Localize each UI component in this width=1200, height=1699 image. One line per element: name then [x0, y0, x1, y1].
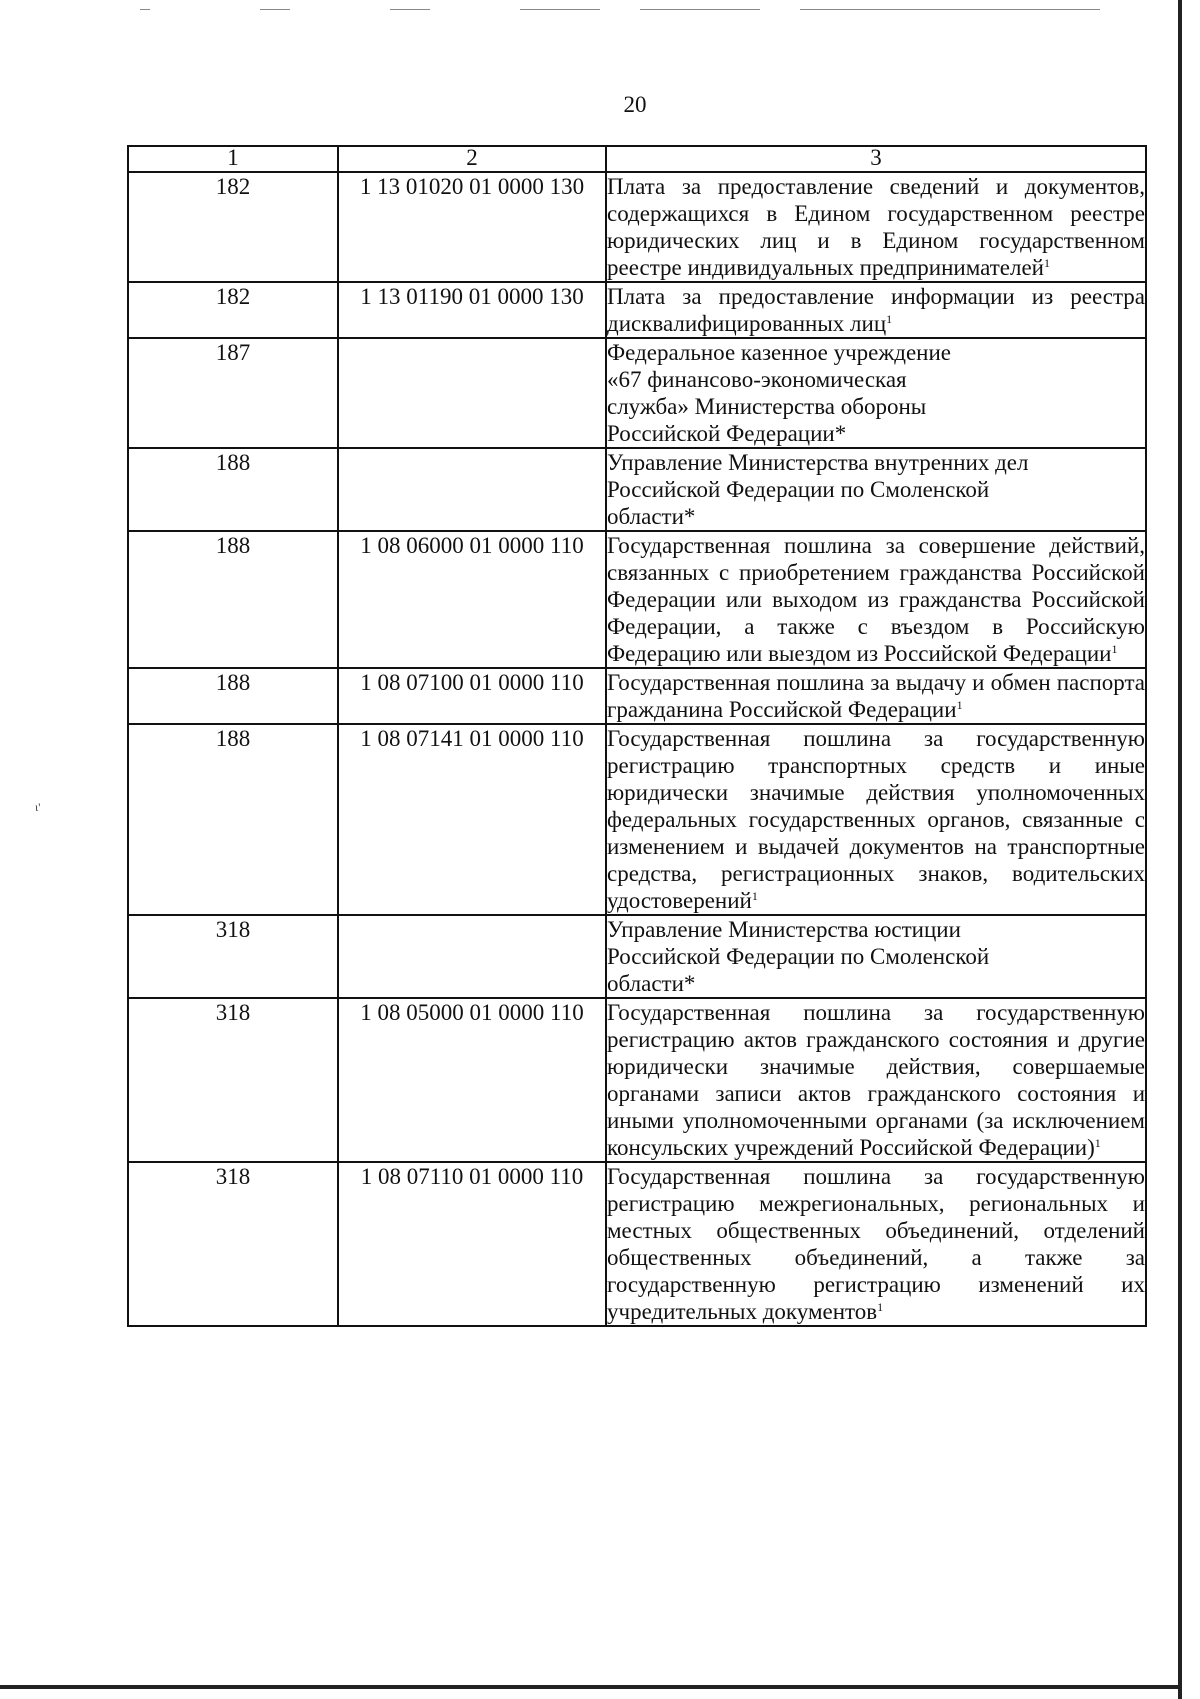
footnote-marker: 1 [751, 889, 758, 903]
admin-code-cell: 318 [128, 998, 338, 1162]
kbk-code-cell: 1 08 07100 01 0000 110 [338, 668, 606, 724]
description-cell [606, 1162, 1146, 1326]
description-cell [606, 172, 1146, 282]
footnote-marker: 1 [1044, 256, 1050, 270]
description-cell [606, 282, 1146, 338]
scan-edge-bottom [0, 1685, 1182, 1689]
description-text: Государственная пошлина за государственную регистрацию актов гражданского состояния и другие юридически значимые действия, совершаемые органами записи актов гражданского состояния и иными уполномоченными органами (за исключением консульских учреждений Российской Федерации) [607, 1000, 1145, 1160]
page-number: 20 [623, 92, 647, 117]
column-header-3: 3 [606, 146, 1146, 172]
description-cell [606, 724, 1146, 915]
scan-edge-right [1178, 0, 1182, 1699]
table-row [128, 531, 1146, 668]
footnote-marker: 1 [956, 698, 963, 712]
footnote-marker: 1 [1094, 1136, 1101, 1150]
description-text: Плата за предоставление информации из реестра дисквалифицированных лиц [607, 284, 1145, 336]
admin-code-cell: 188 [128, 668, 338, 724]
table-row [128, 172, 1146, 282]
table-row [128, 998, 1146, 1162]
column-header-1: 1 [128, 146, 338, 172]
footnote-marker: 1 [877, 1300, 884, 1314]
kbk-code-cell [338, 915, 606, 998]
table-row [128, 915, 1146, 998]
footnote-marker: 1 [886, 312, 893, 326]
description-cell [606, 531, 1146, 668]
kbk-code-cell: 1 08 07110 01 0000 110 [338, 1162, 606, 1326]
admin-code-cell: 187 [128, 338, 338, 448]
admin-code-cell: 188 [128, 724, 338, 915]
description-cell [606, 915, 1146, 998]
description-cell [606, 448, 1146, 531]
description-text: Государственная пошлина за совершение действий, связанных с приобретением гражданства Российской Федерации или выходом из гражданства Российской Федерации, а также с въездом в Российскую Федерацию или выездом из Российской Федерации [607, 533, 1145, 666]
table-header-row [128, 146, 1146, 172]
description-text: Государственная пошлина за государственную регистрацию межрегиональных, региональных и местных общественных объединений, отделений общественных объединений, а также за государственную регистрацию изменений их учредительных документов [607, 1164, 1145, 1324]
description-cell [606, 998, 1146, 1162]
description-text: Государственная пошлина за выдачу и обмен паспорта гражданина Российской Федерации [607, 670, 1145, 722]
kbk-code-cell: 1 13 01020 01 0000 130 [338, 172, 606, 282]
table-row [128, 668, 1146, 724]
kbk-code-cell: 1 13 01190 01 0000 130 [338, 282, 606, 338]
table-row [128, 338, 1146, 448]
admin-code-cell: 188 [128, 531, 338, 668]
admin-code-cell: 318 [128, 1162, 338, 1326]
scan-speck: ι' [35, 800, 41, 814]
kbk-code-cell: 1 08 07141 01 0000 110 [338, 724, 606, 915]
column-header-2: 2 [338, 146, 606, 172]
scan-artifact-top [140, 9, 1140, 11]
table-row [128, 724, 1146, 915]
kbk-code-cell [338, 338, 606, 448]
description-cell [606, 338, 1146, 448]
admin-code-cell: 182 [128, 282, 338, 338]
description-text: Федеральное казенное учреждение «67 финансово-экономическая служба» Министерства обороны Российской Федерации* [607, 340, 952, 446]
admin-code-cell: 182 [128, 172, 338, 282]
description-text: Управление Министерства внутренних дел Российской Федерации по Смоленской области* [607, 450, 1029, 529]
table-row [128, 448, 1146, 531]
admin-code-cell: 318 [128, 915, 338, 998]
description-cell [606, 668, 1146, 724]
revenue-codes-table [127, 145, 1147, 1327]
table-row [128, 282, 1146, 338]
description-text: Плата за предоставление сведений и документов, содержащихся в Едином государственном реестре юридических лиц и в Едином государственном реестре индивидуальных предпринимателей [607, 174, 1145, 280]
admin-code-cell: 188 [128, 448, 338, 531]
kbk-code-cell: 1 08 05000 01 0000 110 [338, 998, 606, 1162]
description-text: Управление Министерства юстиции Российской Федерации по Смоленской области* [607, 917, 990, 996]
kbk-code-cell [338, 448, 606, 531]
footnote-marker: 1 [1111, 642, 1118, 656]
table-row [128, 1162, 1146, 1326]
description-text: Государственная пошлина за государственную регистрацию транспортных средств и иные юридически значимые действия уполномоченных федеральных государственных органов, связанные с изменением и выдачей документов на транспортные средства, регистрационных знаков, водительских удостоверений [607, 726, 1145, 913]
kbk-code-cell: 1 08 06000 01 0000 110 [338, 531, 606, 668]
